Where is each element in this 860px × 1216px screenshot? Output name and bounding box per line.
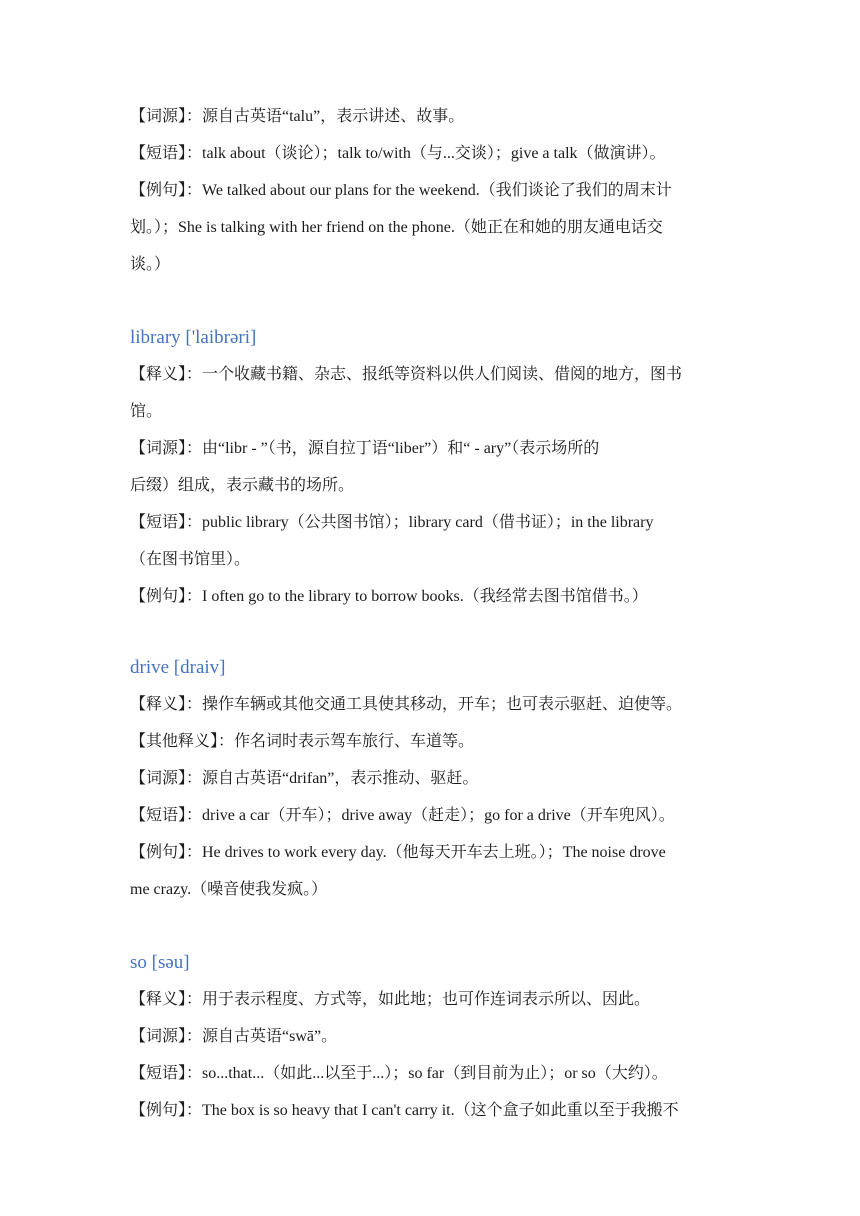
so-heading: so [səu] [130,952,190,973]
drive-entry [130,649,735,908]
library-meaning-line-1: 【释义】：一个收藏书籍、杂志、报纸等资料以供人们阅读、借阅的地方，图书 [130,366,683,383]
so-phrases: 【短语】：so...that...（如此...以至于...）；so far（到目前为止）；or so（大约）。 [130,1065,668,1082]
talk-etymology: 【词源】：源自古英语“talu”，表示讲述、故事。 [130,108,465,125]
drive-etymology: 【词源】：源自古英语“drifan”，表示推动、驱赶。 [130,770,479,787]
so-etymology: 【词源】：源自古英语“swā”。 [130,1028,338,1045]
talk-example-line-1: 【例句】：We talked about our plans for the weekend.（我们谈论了我们的周末计 [130,182,672,199]
drive-other-meaning: 【其他释义】：作名词时表示驾车旅行、车道等。 [130,733,475,750]
so-entry [130,944,735,1129]
library-entry [130,319,735,615]
so-meaning: 【释义】：用于表示程度、方式等，如此地；也可作连词表示所以、因此。 [130,991,651,1008]
section-gap [130,283,735,319]
drive-meaning: 【释义】：操作车辆或其他交通工具使其移动，开车；也可表示驱赶、迫使等。 [130,696,683,713]
talk-entry [130,98,735,283]
section-gap [130,908,735,944]
library-etymology-line-2: 后缀）组成，表示藏书的场所。 [130,477,355,494]
talk-example-line-2: 划。）；She is talking with her friend on the phone.（她正在和她的朋友通电话交 [130,219,663,236]
library-phrases-line-1: 【短语】：public library（公共图书馆）；library card（借书证）；in the library [130,514,654,531]
library-etymology-line-1: 【词源】：由“libr - ”（书，源自拉丁语“liber”）和“ - ary”（表示场所的 [130,440,600,457]
document-page [130,98,735,1129]
drive-example-line-2: me crazy.（噪音使我发疯。） [130,881,328,898]
library-meaning-line-2: 馆。 [130,403,163,420]
library-heading: library ['laibrəri] [130,327,257,348]
drive-example-line-1: 【例句】：He drives to work every day.（他每天开车去上班。）；The noise drove [130,844,666,861]
section-gap [130,615,735,649]
library-phrases-line-2: （在图书馆里）。 [130,551,251,568]
so-example: 【例句】：The box is so heavy that I can't carry it.（这个盒子如此重以至于我搬不 [130,1102,679,1119]
talk-phrases: 【短语】：talk about（谈论）；talk to/with（与...交谈）；give a talk（做演讲）。 [130,145,666,162]
drive-heading: drive [draiv] [130,657,226,678]
library-example: 【例句】：I often go to the library to borrow books.（我经常去图书馆借书。） [130,588,648,605]
drive-phrases: 【短语】：drive a car（开车）；drive away（赶走）；go for a drive（开车兜风）。 [130,807,675,824]
talk-example-line-3: 谈。） [130,256,171,273]
